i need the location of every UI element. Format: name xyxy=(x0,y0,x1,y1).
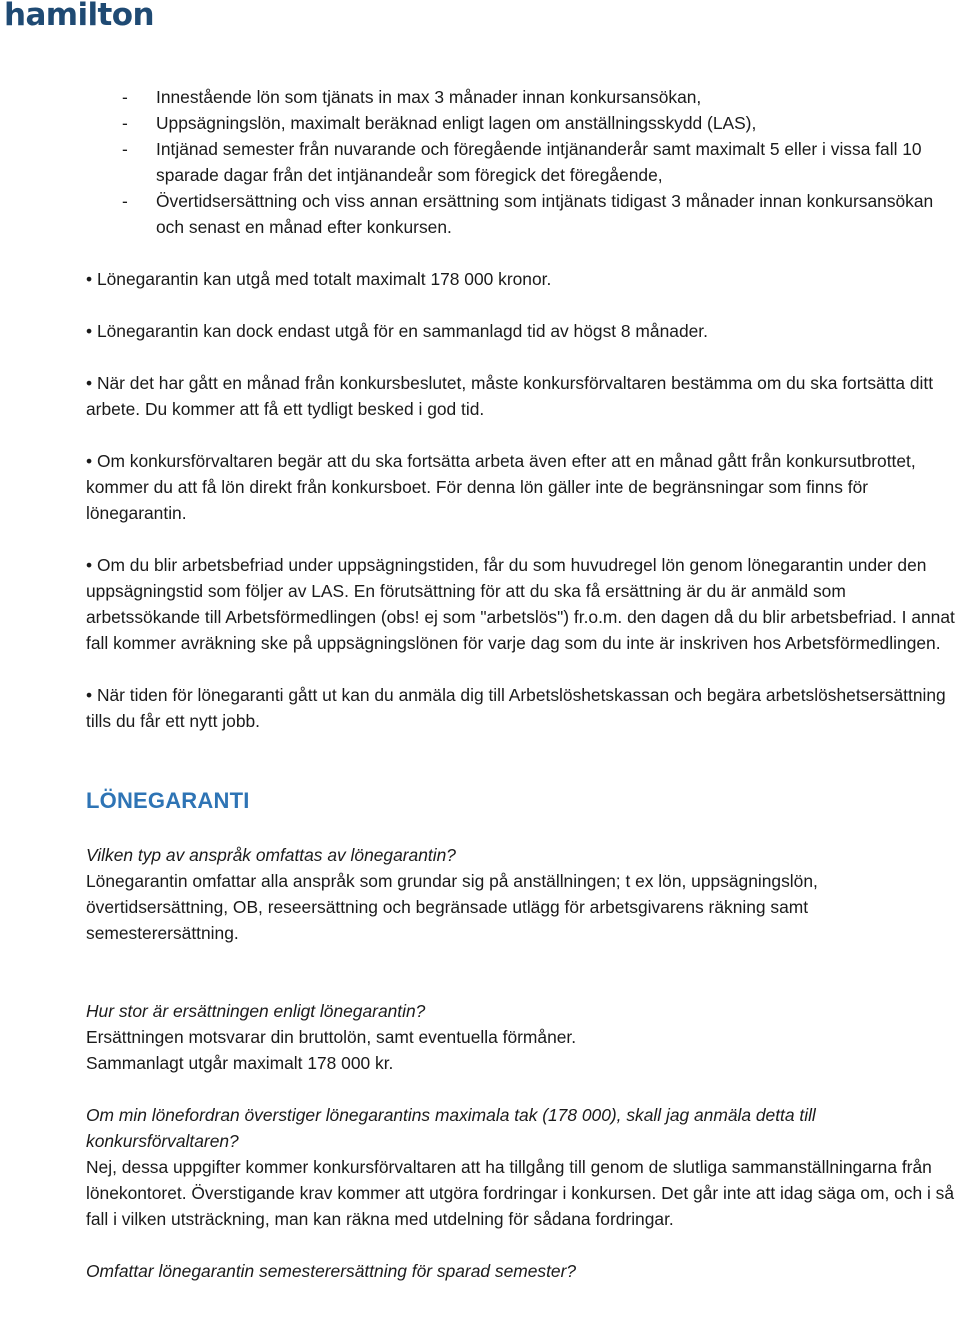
bullet-icon: • xyxy=(86,451,93,471)
qa-answer: Lönegarantin omfattar alla anspråk som grundar sig på anställningen; t ex lön, uppsägningslön, övertidsersättning, OB, reseersättning och begränsade utlägg för arbetsgivarens räkning samt semesterersättning. xyxy=(86,871,818,943)
bullet-icon: • xyxy=(86,269,93,289)
dash-item xyxy=(86,84,960,110)
qa-question: Omfattar lönegarantin semesterersättning för sparad semester? xyxy=(86,1261,577,1281)
hamilton-logo: hamilton xyxy=(4,0,154,33)
dash-item-text: Innestående lön som tjänats in max 3 månader innan konkursansökan, xyxy=(156,87,702,107)
qa-block xyxy=(86,1102,960,1232)
dash-item xyxy=(86,110,960,136)
qa-block xyxy=(86,998,960,1076)
bullet-text: När det har gått en månad från konkursbeslutet, måste konkursförvaltaren bestämma om du ska fortsätta ditt arbete. Du kommer att få ett tydligt besked i god tid. xyxy=(86,373,934,419)
dash-marker: - xyxy=(122,139,128,159)
dash-marker: - xyxy=(122,113,128,133)
bullet-text: Om du blir arbetsbefriad under uppsägningstiden, får du som huvudregel lön genom lönegarantin under den uppsägningstid som följer av LAS. En förutsättning för att du ska få ersättning är du är anmäld som arbetssökande till Arbetsförmedlingen (obs! ej som "arbetslös") fr.o.m. den dagen då du blir arbetsbefriad. I annat fall kommer avräkning ske på uppsägningslönen för varje dag som du inte är inskriven hos Arbetsförmedlingen. xyxy=(86,555,955,653)
qa-block xyxy=(86,842,960,946)
qa-block xyxy=(86,1258,960,1284)
bullet-text: Lönegarantin kan dock endast utgå för en sammanlagd tid av högst 8 månader. xyxy=(96,321,708,341)
dash-marker: - xyxy=(122,87,128,107)
qa-answer: Ersättningen motsvarar din bruttolön, samt eventuella förmåner. xyxy=(86,1027,577,1047)
qa-question: Vilken typ av anspråk omfattas av lönegarantin? xyxy=(86,845,456,865)
bullet-paragraph xyxy=(86,552,960,656)
dash-item-text: Intjänad semester från nuvarande och föregående intjänanderår samt maximalt 5 eller i vissa fall 10 sparade dagar från det intjänandeår som föregick det föregående, xyxy=(156,139,922,185)
dash-item xyxy=(86,188,960,240)
bullet-icon: • xyxy=(86,555,93,575)
dash-list xyxy=(86,84,960,240)
dash-item-text: Övertidsersättning och viss annan ersättning som intjänats tidigast 3 månader innan konkursansökan och senast en månad efter konkursen. xyxy=(156,191,934,237)
bullet-icon: • xyxy=(86,321,93,341)
bullet-text: När tiden för lönegaranti gått ut kan du anmäla dig till Arbetslöshetskassan och begära arbetslöshetsersättning tills du får ett nytt jobb. xyxy=(86,685,946,731)
bullet-text: Om konkursförvaltaren begär att du ska fortsätta arbeta även efter att en månad gått från konkursutbrottet, kommer du att få lön direkt från konkursboet. För denna lön gäller inte de begränsningar som finns för lönegarantin. xyxy=(86,451,916,523)
dash-item xyxy=(86,136,960,188)
dash-marker: - xyxy=(122,191,128,211)
dash-item-text: Uppsägningslön, maximalt beräknad enligt lagen om anställningsskydd (LAS), xyxy=(156,113,757,133)
qa-answer: Nej, dessa uppgifter kommer konkursförvaltaren att ha tillgång till genom de slutliga sammanställningarna från lönekontoret. Överstigande krav kommer att utgöra fordringar i konkursen. Det går inte att idag säga om, och i så fall i vilken utsträckning, man kan räkna med utdelning för sådana fordringar. xyxy=(86,1157,955,1229)
bullet-text: Lönegarantin kan utgå med totalt maximalt 178 000 kronor. xyxy=(96,269,552,289)
bullet-paragraph xyxy=(86,448,960,526)
qa-question: Hur stor är ersättningen enligt lönegarantin? xyxy=(86,1001,426,1021)
qa-answer-line-2: Sammanlagt utgår maximalt 178 000 kr. xyxy=(86,1053,394,1073)
document-body xyxy=(86,84,960,1284)
bullet-paragraph xyxy=(86,682,960,734)
section-heading: LÖNEGARANTI xyxy=(86,788,250,813)
bullet-paragraph xyxy=(86,318,960,344)
qa-question: Om min lönefordran överstiger lönegarantins maximala tak (178 000), skall jag anmäla detta till konkursförvaltaren? xyxy=(86,1105,816,1151)
bullet-paragraph xyxy=(86,370,960,422)
bullet-paragraph xyxy=(86,266,960,292)
bullet-icon: • xyxy=(86,685,93,705)
bullet-icon: • xyxy=(86,373,93,393)
